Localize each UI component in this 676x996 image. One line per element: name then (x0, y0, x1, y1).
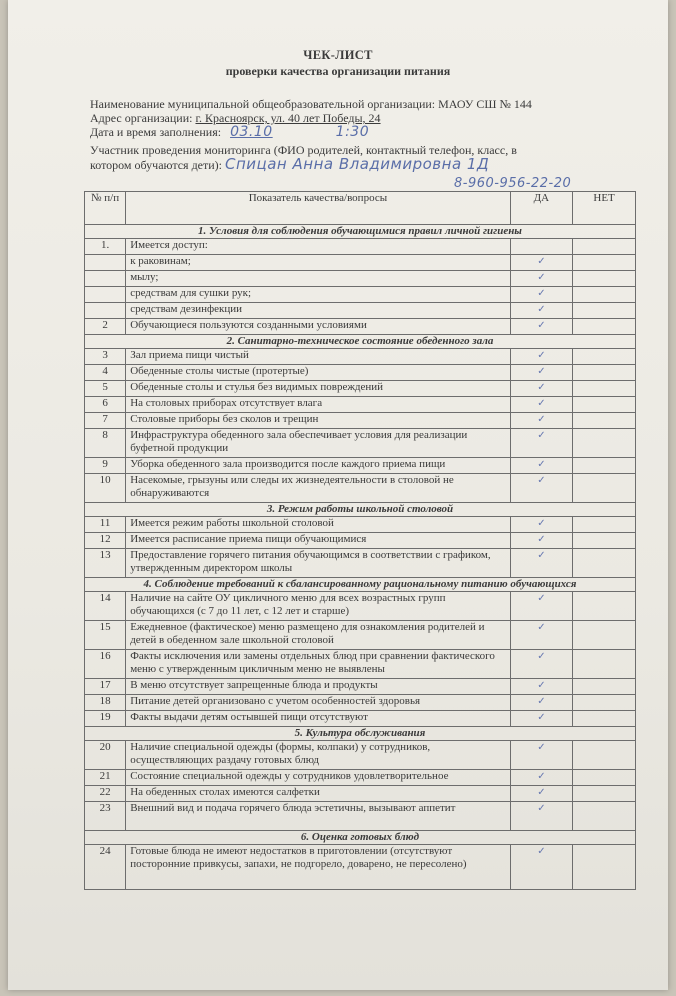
row-number: 13 (85, 549, 126, 578)
participant-phone-line (454, 176, 654, 191)
table-row (85, 287, 636, 303)
no-cell[interactable] (573, 741, 636, 770)
yes-cell[interactable] (510, 474, 573, 503)
row-number: 21 (85, 770, 126, 786)
participant-label-part2: котором обучаются дети): (90, 158, 222, 172)
table-row (85, 786, 636, 802)
no-cell[interactable] (573, 695, 636, 711)
no-cell[interactable] (573, 786, 636, 802)
no-cell[interactable] (573, 533, 636, 549)
row-question: Ежедневное (фактическое) меню размещено для ознакомления родителей и детей в обеденном зале школьной столовой (126, 621, 510, 650)
no-cell[interactable] (573, 517, 636, 533)
row-number: 9 (85, 458, 126, 474)
participant-line (90, 157, 650, 172)
check-mark-icon: ✓ (537, 366, 546, 377)
section-header-row (85, 335, 636, 349)
row-question: Имеется расписание приема пищи обучающимися (126, 533, 510, 549)
row-question: средствам для сушки рук; (126, 287, 510, 303)
row-question: Инфраструктура обеденного зала обеспечивает условия для реализации буфетной продукции (126, 429, 510, 458)
table-row (85, 711, 636, 727)
section-title: 1. Условия для соблюдения обучающимися правил личной гигиены (85, 225, 636, 239)
row-number: 8 (85, 429, 126, 458)
address-value: г. Красноярск, ул. 40 лет Победы, 24 (195, 111, 381, 125)
yes-cell[interactable] (510, 650, 573, 679)
no-cell[interactable] (573, 413, 636, 429)
section-title: 2. Санитарно-техническое состояние обеденного зала (85, 335, 636, 349)
no-cell[interactable] (573, 429, 636, 458)
yes-cell[interactable] (510, 711, 573, 727)
row-question: Уборка обеденного зала производится после каждого приема пищи (126, 458, 510, 474)
table-row (85, 845, 636, 890)
row-question: Насекомые, грызуны или следы их жизнедеятельности в столовой не обнаруживаются (126, 474, 510, 503)
row-number (85, 303, 126, 319)
header-no: НЕТ (573, 192, 636, 225)
yes-cell[interactable] (510, 239, 573, 255)
table-header-row (85, 192, 636, 225)
row-number: 2 (85, 319, 126, 335)
check-mark-icon: ✓ (537, 350, 546, 361)
table-row (85, 381, 636, 397)
no-cell[interactable] (573, 679, 636, 695)
check-mark-icon: ✓ (537, 272, 546, 283)
check-mark-icon: ✓ (537, 382, 546, 393)
section-header-row (85, 831, 636, 845)
check-mark-icon: ✓ (537, 398, 546, 409)
yes-cell[interactable] (510, 255, 573, 271)
yes-cell[interactable] (510, 365, 573, 381)
table-row (85, 349, 636, 365)
table-row (85, 695, 636, 711)
row-number: 5 (85, 381, 126, 397)
row-number: 6 (85, 397, 126, 413)
check-mark-icon: ✓ (537, 593, 546, 604)
yes-cell[interactable] (510, 621, 573, 650)
row-question: Обучающиеся пользуются созданными условиями (126, 319, 510, 335)
row-question: средствам дезинфекции (126, 303, 510, 319)
no-cell[interactable] (573, 239, 636, 255)
organization-label: Наименование муниципальной общеобразовательной организации: (90, 97, 436, 111)
row-number: 24 (85, 845, 126, 890)
section-header-row (85, 225, 636, 239)
row-question: Имеется режим работы школьной столовой (126, 517, 510, 533)
section-header-row (85, 727, 636, 741)
table-row (85, 397, 636, 413)
row-question: Предоставление горячего питания обучающимся в соответствии с графиком, утвержденным директором школы (126, 549, 510, 578)
row-question: Обеденные столы и стулья без видимых повреждений (126, 381, 510, 397)
check-mark-icon: ✓ (537, 518, 546, 529)
section-title: 5. Культура обслуживания (85, 727, 636, 741)
check-mark-icon: ✓ (537, 622, 546, 633)
date-value: 03.10 (230, 124, 273, 140)
yes-cell[interactable] (510, 741, 573, 770)
no-cell[interactable] (573, 349, 636, 365)
row-number: 12 (85, 533, 126, 549)
participant-phone: 8-960-956-22-20 (454, 176, 572, 191)
no-cell[interactable] (573, 458, 636, 474)
row-number (85, 271, 126, 287)
table-row (85, 770, 636, 786)
row-number: 18 (85, 695, 126, 711)
yes-cell[interactable] (510, 429, 573, 458)
table-row (85, 365, 636, 381)
row-number: 15 (85, 621, 126, 650)
table-row (85, 239, 636, 255)
check-mark-icon: ✓ (537, 846, 546, 857)
check-mark-icon: ✓ (537, 803, 546, 814)
row-question: Столовые приборы без сколов и трещин (126, 413, 510, 429)
check-mark-icon: ✓ (537, 742, 546, 753)
row-question: Имеется доступ: (126, 239, 510, 255)
row-question: к раковинам; (126, 255, 510, 271)
section-header-row (85, 503, 636, 517)
participant-label-part1: Участник проведения мониторинга (ФИО родителей, контактный телефон, класс, в (90, 143, 517, 157)
row-question: Состояние специальной одежды у сотрудников удовлетворительное (126, 770, 510, 786)
table-row (85, 429, 636, 458)
row-number (85, 287, 126, 303)
check-mark-icon: ✓ (537, 787, 546, 798)
yes-cell[interactable] (510, 770, 573, 786)
check-mark-icon: ✓ (537, 288, 546, 299)
row-number: 19 (85, 711, 126, 727)
document-title: ЧЕК-ЛИСТ (303, 48, 373, 62)
yes-cell[interactable] (510, 397, 573, 413)
row-number: 23 (85, 802, 126, 831)
yes-cell[interactable] (510, 381, 573, 397)
header-question: Показатель качества/вопросы (126, 192, 510, 225)
table-row (85, 592, 636, 621)
check-mark-icon: ✓ (537, 459, 546, 470)
check-mark-icon: ✓ (537, 430, 546, 441)
row-number: 3 (85, 349, 126, 365)
organization-line (90, 97, 650, 111)
row-question: Обеденные столы чистые (протертые) (126, 365, 510, 381)
no-cell[interactable] (573, 271, 636, 287)
yes-cell[interactable] (510, 349, 573, 365)
no-cell[interactable] (573, 287, 636, 303)
table-row (85, 517, 636, 533)
check-mark-icon: ✓ (537, 550, 546, 561)
check-mark-icon: ✓ (537, 304, 546, 315)
yes-cell[interactable] (510, 319, 573, 335)
yes-cell[interactable] (510, 845, 573, 890)
table-row (85, 474, 636, 503)
table-row (85, 650, 636, 679)
row-number: 16 (85, 650, 126, 679)
check-mark-icon: ✓ (537, 680, 546, 691)
check-mark-icon: ✓ (537, 534, 546, 545)
table-row (85, 255, 636, 271)
row-question: В меню отсутствует запрещенные блюда и продукты (126, 679, 510, 695)
address-label: Адрес организации: (90, 111, 193, 125)
section-title: 4. Соблюдение требований к сбалансированному рациональному питанию обучающихся (85, 578, 636, 592)
table-row (85, 303, 636, 319)
no-cell[interactable] (573, 549, 636, 578)
yes-cell[interactable] (510, 413, 573, 429)
check-mark-icon: ✓ (537, 256, 546, 267)
participant-name: Спицан Анна Владимировна 1Д (225, 155, 490, 173)
no-cell[interactable] (573, 770, 636, 786)
yes-cell[interactable] (510, 786, 573, 802)
row-number: 10 (85, 474, 126, 503)
row-number: 20 (85, 741, 126, 770)
time-value: 1:30 (335, 124, 370, 140)
row-number: 22 (85, 786, 126, 802)
yes-cell[interactable] (510, 458, 573, 474)
yes-cell[interactable] (510, 592, 573, 621)
table-row (85, 549, 636, 578)
row-number: 7 (85, 413, 126, 429)
row-question: Наличие на сайте ОУ цикличного меню для всех возрастных групп обучающихся (с 7 до 11 лет, с 12 лет и старше) (126, 592, 510, 621)
no-cell[interactable] (573, 397, 636, 413)
section-title: 3. Режим работы школьной столовой (85, 503, 636, 517)
check-mark-icon: ✓ (537, 712, 546, 723)
row-number: 4 (85, 365, 126, 381)
header-number: № п/п (85, 192, 126, 225)
no-cell[interactable] (573, 650, 636, 679)
table-row (85, 802, 636, 831)
no-cell[interactable] (573, 381, 636, 397)
no-cell[interactable] (573, 319, 636, 335)
table-row (85, 741, 636, 770)
check-mark-icon: ✓ (537, 414, 546, 425)
organization-value: МАОУ СШ № 144 (438, 97, 532, 111)
row-question: Факты исключения или замены отдельных блюд при сравнении фактического меню с утвержденным цикличным меню не выявлены (126, 650, 510, 679)
checklist-sheet (8, 0, 668, 990)
table-row (85, 458, 636, 474)
no-cell[interactable] (573, 474, 636, 503)
no-cell[interactable] (573, 303, 636, 319)
row-question: На обеденных столах имеются салфетки (126, 786, 510, 802)
check-mark-icon: ✓ (537, 651, 546, 662)
document-subtitle: проверки качества организации питания (225, 64, 451, 78)
date-line (90, 125, 650, 139)
section-header-row (85, 578, 636, 592)
section-title: 6. Оценка готовых блюд (85, 831, 636, 845)
row-question: Питание детей организовано с учетом особенностей здоровья (126, 695, 510, 711)
row-number: 14 (85, 592, 126, 621)
yes-cell[interactable] (510, 517, 573, 533)
table-row (85, 319, 636, 335)
no-cell[interactable] (573, 711, 636, 727)
row-question: Готовые блюда не имеют недостатков в приготовлении (отсутствуют посторонние привкусы, запахи, не подгорело, доварено, не пересолено) (126, 845, 510, 890)
row-number: 1. (85, 239, 126, 255)
yes-cell[interactable] (510, 802, 573, 831)
table-row (85, 621, 636, 650)
table-row (85, 679, 636, 695)
header-yes: ДА (510, 192, 573, 225)
row-question: Факты выдачи детям остывшей пищи отсутствуют (126, 711, 510, 727)
yes-cell[interactable] (510, 271, 573, 287)
table-row (85, 271, 636, 287)
no-cell[interactable] (573, 845, 636, 890)
check-mark-icon: ✓ (537, 475, 546, 486)
yes-cell[interactable] (510, 679, 573, 695)
yes-cell[interactable] (510, 287, 573, 303)
quality-checklist-table (84, 191, 636, 890)
row-question: Зал приема пищи чистый (126, 349, 510, 365)
table-row (85, 533, 636, 549)
no-cell[interactable] (573, 621, 636, 650)
table-row (85, 413, 636, 429)
check-mark-icon: ✓ (537, 696, 546, 707)
no-cell[interactable] (573, 802, 636, 831)
row-question: мылу; (126, 271, 510, 287)
date-label: Дата и время заполнения: (90, 125, 222, 139)
no-cell[interactable] (573, 592, 636, 621)
yes-cell[interactable] (510, 695, 573, 711)
yes-cell[interactable] (510, 549, 573, 578)
row-number: 17 (85, 679, 126, 695)
yes-cell[interactable] (510, 533, 573, 549)
row-question: На столовых приборах отсутствует влага (126, 397, 510, 413)
yes-cell[interactable] (510, 303, 573, 319)
row-number (85, 255, 126, 271)
no-cell[interactable] (573, 255, 636, 271)
row-question: Внешний вид и подача горячего блюда эстетичны, вызывают аппетит (126, 802, 510, 831)
row-number: 11 (85, 517, 126, 533)
address-line (90, 111, 650, 125)
no-cell[interactable] (573, 365, 636, 381)
check-mark-icon: ✓ (537, 320, 546, 331)
row-question: Наличие специальной одежды (формы, колпаки) у сотрудников, осуществляющих раздачу готовых блюд (126, 741, 510, 770)
check-mark-icon: ✓ (537, 771, 546, 782)
